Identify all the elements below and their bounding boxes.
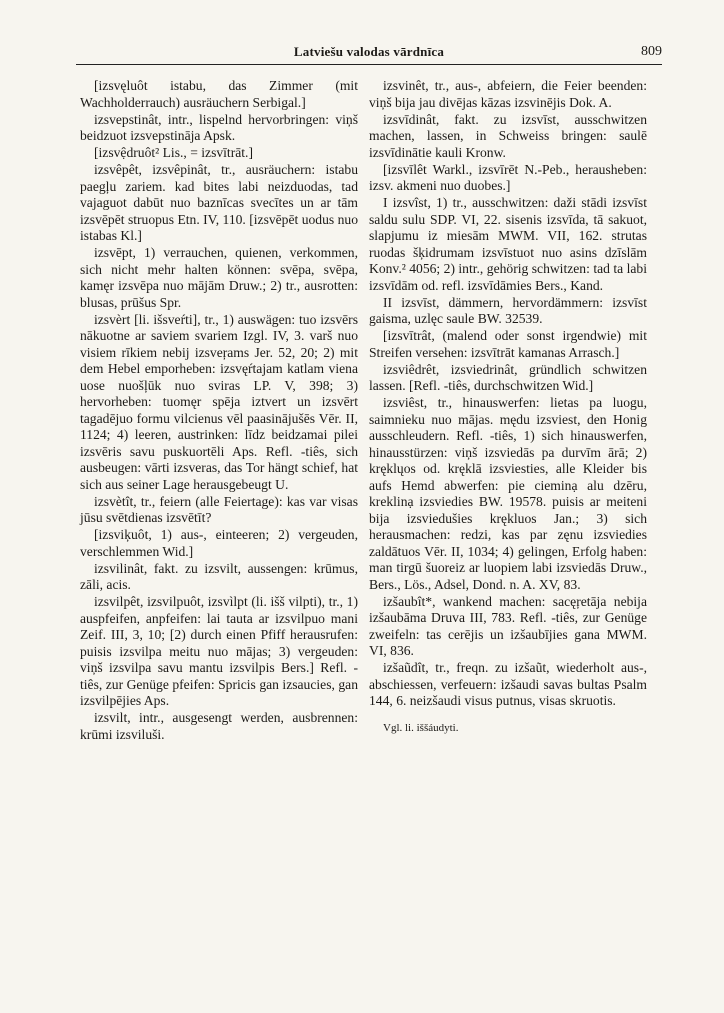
dictionary-entry: izšaubît*, wankend machen: sacęŗetāja nebija izšaubāma Druva III, 783. Refl. -tiês, zur Genüge zweifeln: tas cerējis un izšaubījies gana MWM. VI, 836.: [369, 593, 647, 658]
dictionary-entry: II izsvīst, dämmern, hervordämmern: izsvīst gaisma, uzlęc saule BW. 32539.: [369, 294, 647, 326]
dictionary-entry: izsvēpt, 1) verrauchen, quienen, verkommen, sich nicht mehr halten können: svēpa, svēpa, kamęr izsvēpa nuo mājām Druw.; 2) tr., ausrotten: blusas, prūšus Spr.: [80, 245, 358, 310]
dictionary-entry: izsviêst, tr., hinauswerfen: lietas pa luogu, saimnieku nuo mājas. mędu izsviest, den Honig ausschleudern. Refl. -tiês, 1) sich hinauswerfen, hinausstürzen: viņš izsviedās pa durvīm ārā; 2) kręklųos od. kręklā izsviesties, alle Kleider bis aufs Hemd abwerfen: pie cieminạ alu dzēru, kreklinạ izsviedies BW. 19578. puisis ar meiteni bija izsviedušies krękluos Jan.; 3) sich herausmachen: redzi, kas par zęnu izsviedies zaldātuos Vēr. II, 1034; 4) gelingen, Erfolg haben: man tirgū šuoreiz ar luopiem labi izsviedās Druw., Bers., Lös., Adsel, Dond. n. A. XV, 83.: [369, 395, 647, 592]
dictionary-entry: izsvepstinât, intr., lispelnd hervorbringen: viņš beidzuot izsvepstināja Apsk.: [80, 111, 358, 143]
page-number: 809: [641, 44, 662, 59]
dictionary-entry: izsvinêt, tr., aus-, abfeiern, die Feier beenden: viņš bija jau divējas kāzas izsvinējis Dok. A.: [369, 78, 647, 110]
dictionary-entry: izsvèrt [li. išsveŕti], tr., 1) auswägen: tuo izsvērs nākuotne ar saviem svariem Izgl. IV, 3. varš nuo visiem rīkiem nebij izsveŗams Jer. 52, 20; 2) mit dem Hebel emporheben: izsvęŕtajam katlam viena uose nuošļūk nuo sviras LP. V, 398; 3) hervorheben: tuomęr spēja iztvert un izsvērt tagadējuo formu vilcienus vēl paasinājušēs Vēr. II, 1124; 4) leeren, austrinken: līdz beidzamai pilei izsvēris savu puskuortēli Aps. Refl. -tiês, sich ausbeugen: vārti izsveras, das Tor hängt schief, hat sich aus seiner Lage herausgebeugt U.: [80, 311, 358, 492]
left-column: [80, 78, 358, 744]
dictionary-entry: izsvilpêt, izsvilpuôt, izsvìlpt (li. išš vilpti), tr., 1) auspfeifen, anpfeifen: lai tauta ar izsvilpuo mani Zeif. III, 3, 10; [2) durch einen Pfiff herausrufen: puisis izsvilpa meitu nuo mājas; 3) vergeuden: viņš izsvilpa savu mantu izsvilpis Bers.] Refl. -tiês, zur Genüge pfeifen: Spricis gan izsaucies, gan izsvilpējies Aps.: [80, 594, 358, 708]
dictionary-entry: izsvīdinât, fakt. zu izsvīst, ausschwitzen machen, lassen, in Schweiss bringen: saulē izsvīdinātie kauli Kronw.: [369, 111, 647, 160]
running-title: Latviešu valodas vārdnīca: [293, 44, 445, 59]
dictionary-entry: [izsvīlêt Warkl., izsvīrēt N.-Peb., herausheben: izsv. akmeni nuo duobes.]: [369, 161, 647, 193]
header-rule: [76, 64, 662, 65]
dictionary-entry: izsvêpêt, izsvêpinât, tr., ausräuchern: istabu paegļu zariem. kad bites labi neizduodas, tad vajaguot dabūt nuo baznīcas svecītes un ar tām izsvēpēt struopus Etn. IV, 110. [izsvēpēt uodus nuo istabas Kl.]: [80, 162, 358, 243]
dictionary-entry: izšaũdît, tr., freqn. zu izšaũt, wiederholt aus-, abschiessen, verfeuern: izšaudi savas bultas Psalm 144, 6. neizšaudi visus putnus, visas skruotis.: [369, 660, 647, 708]
dictionary-entry: [izsvītrât, (malend oder sonst irgendwie) mit Streifen versehen: izsvītrāt kamanas Arrasch.]: [369, 328, 647, 360]
right-column: [369, 78, 647, 746]
dictionary-entry: [izsvệdruôt² Lis., = izsvītrāt.]: [94, 145, 253, 160]
dictionary-entry: [izsvęluôt istabu, das Zimmer (mit Wachholderrauch) ausräuchern Serbigal.]: [80, 78, 358, 110]
footnote: Vgl. li. iššáudyti.: [383, 721, 459, 734]
dictionary-entry: I izsvîst, 1) tr., ausschwitzen: daži stādi izsvīst saldu sulu SDP. VI, 22. sisenis izsvīda, tā sakuot, slapjumu iz miesām MWM. VII, 162. strutas ruodas šķidrumam izsvīstuot nuo asins dzīslām Konv.² 4056; 2) intr., gehörig schwitzen: tad ta labi izsvīdām od. refl. izsvīdāmies Bers., Kand.: [369, 195, 647, 293]
dictionary-entry: izsvilt, intr., ausgesengt werden, ausbrennen: krūmi izsviluši.: [80, 710, 358, 742]
dictionary-entry: [izsviķuôt, 1) aus-, einteeren; 2) vergeuden, verschlemmen Wid.]: [80, 527, 358, 559]
dictionary-entry: izsvètît, tr., feiern (alle Feiertage): kas var visas jūsu svētdienas izsvētīt?: [80, 493, 358, 525]
dictionary-entry: izsvilinât, fakt. zu izsvilt, aussengen: krūmus, zāli, acis.: [80, 560, 358, 592]
dictionary-entry: izsviêdrêt, izsviedrinât, gründlich schwitzen lassen. [Refl. -tiês, durchschwitzen Wid.]: [369, 361, 647, 393]
page-header: [76, 44, 662, 64]
